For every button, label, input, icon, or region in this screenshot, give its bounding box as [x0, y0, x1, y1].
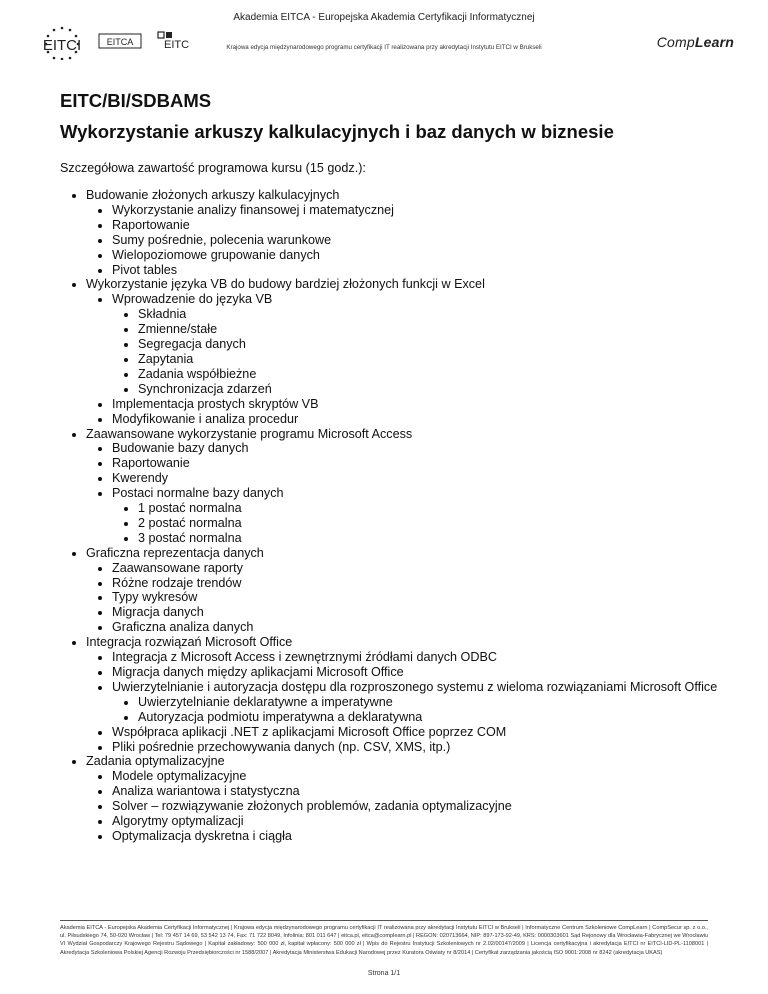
outline-item	[138, 337, 720, 352]
outline-item-label: Zadania optymalizacyjne	[86, 754, 225, 769]
outline-item	[138, 695, 720, 710]
outline-item	[112, 740, 720, 755]
outline-item	[138, 516, 720, 531]
outline-list	[112, 501, 720, 546]
outline-item-label: Wykorzystanie analizy finansowej i matematycznej	[112, 202, 394, 217]
outline-item	[86, 427, 720, 546]
outline-item-label: Zaawansowane raporty	[112, 560, 243, 575]
outline-item-label: Algorytmy optymalizacji	[112, 814, 244, 829]
outline-item	[112, 292, 720, 396]
outline-item	[138, 367, 720, 382]
outline-item-label: Raportowanie	[112, 217, 190, 232]
outline-item	[112, 263, 720, 278]
header-title: Akademia EITCA - Europejska Akademia Certyfikacji Informatycznej	[233, 12, 535, 23]
outline-item	[112, 650, 720, 665]
page-header	[0, 0, 768, 64]
outline-item-label: Uwierzytelnianie i autoryzacja dostępu dla rozproszonego systemu z wieloma rozwiązaniami Microsoft Office	[112, 679, 718, 694]
outline-item-label: Sumy pośrednie, polecenia warunkowe	[112, 232, 332, 247]
complearn-logo: CompLearn	[656, 34, 734, 50]
outline-list	[86, 203, 720, 278]
outline-item	[112, 471, 720, 486]
outline-item-label: Postaci normalne bazy danych	[112, 486, 284, 501]
course-intro: Szczegółowa zawartość programowa kursu (15 godz.):	[60, 161, 366, 175]
outline-item-label: Raportowanie	[112, 456, 190, 471]
outline-list	[86, 769, 720, 844]
outline-item	[112, 456, 720, 471]
outline-item	[86, 188, 720, 277]
outline-item	[112, 397, 720, 412]
outline-item	[112, 814, 720, 829]
outline-item-label: Współpraca aplikacji .NET z aplikacjami Microsoft Office poprzez COM	[112, 724, 507, 739]
outline-item	[112, 486, 720, 546]
outline-item-label: 3 postać normalna	[138, 530, 242, 545]
outline-item	[112, 769, 720, 784]
outline-item-label: Zapytania	[138, 351, 194, 366]
outline-item-label: Graficzna analiza danych	[112, 620, 254, 635]
outline-item	[112, 829, 720, 844]
course-code: EITC/BI/SDBAMS	[60, 90, 212, 111]
outline-item-label: Typy wykresów	[112, 590, 198, 605]
outline-item	[138, 382, 720, 397]
outline-item-label: Zadania współbieżne	[138, 366, 257, 381]
outline-item-label: Modele optymalizacyjne	[112, 769, 247, 784]
outline-item-label: 1 postać normalna	[138, 501, 242, 516]
course-title: Wykorzystanie arkuszy kalkulacyjnych i baz danych w biznesie	[60, 121, 614, 142]
outline-item	[112, 561, 720, 576]
outline-item-label: Uwierzytelnianie deklaratywne a imperatywne	[138, 694, 393, 709]
course-outline	[60, 188, 720, 844]
outline-item	[112, 680, 720, 725]
outline-item-label: Wprowadzenie do języka VB	[112, 292, 273, 307]
outline-item-label: Budowanie bazy danych	[112, 441, 249, 456]
outline-item-label: Pivot tables	[112, 262, 178, 277]
outline-item	[86, 635, 720, 754]
outline-list	[112, 695, 720, 725]
outline-item	[112, 784, 720, 799]
outline-item	[138, 710, 720, 725]
outline-item-label: Zaawansowane wykorzystanie programu Microsoft Access	[86, 426, 413, 441]
outline-item-label: Synchronizacja zdarzeń	[138, 381, 272, 396]
outline-item-label: Wykorzystanie języka VB do budowy bardziej złożonych funkcji w Excel	[86, 277, 485, 292]
svg-text:EITCI: EITCI	[42, 37, 82, 54]
outline-item	[112, 590, 720, 605]
footer-text: Akademia EITCA - Europejska Akademia Certyfikacji Informatycznej | Krajowa edycja międzynarodowego programu certyfikacji IT realizowana przy akredytacji Instytutu EITCI w Brukseli | Informatyczne Centrum Szkoleniowe CompLearn | CompSecur sp. z o.o., ul. Piłsudskiego 74, 50-020 Wrocław | Tel: 79 457 14 69, 53 542 13 74, Fax: 71 722 8049, Infolinia: 801 011 647 | eitca.pl, eitca@complearn.pl | REGON: 020713664, NIP: 897-173-92-49, KRS: 0000303601 Sąd Rejonowy dla Wrocławia-Fabrycznej we Wrocławiu VI Wydział Gospodarczy Krajowego Rejestru Sądowego | Kapitał zakładowy: 500 000 zł, kapitał wpłacony: 500 000 zł | Wpis do Rejestru Instytucji Szkoleniowych nr 2.02/00147/2009 | Licencja certyfikacyjna i akredytacja EITCI nr EITCI-LID-PL-1108001 | Akredytacja Szkoleniowa Polskiej Agencji Rozwoju Przedsiębiorczości nr 1588/2007 | Akredytacja Ministerstwa Edukacji Narodowej przez Kuratora Oświaty nr 8/2014 | Certyfikat zarządzania jakością ISO 9001:2008 nr 8242 (akredytacja UKAS)	[60, 920, 708, 957]
outline-item-label: Solver – rozwiązywanie złożonych problemów, zadania optymalizacyjne	[112, 799, 512, 814]
outline-item-label: 2 postać normalna	[138, 515, 242, 530]
outline-item-label: Graficzna reprezentacja danych	[86, 545, 264, 560]
outline-item-label: Optymalizacja dyskretna i ciągła	[112, 828, 292, 843]
svg-text:EITCA: EITCA	[106, 37, 134, 47]
outline-list	[60, 188, 720, 844]
outline-item-label: Modyfikowanie i analiza procedur	[112, 411, 299, 426]
outline-item-label: Migracja danych	[112, 605, 204, 620]
outline-item-label: Migracja danych między aplikacjami Microsoft Office	[112, 665, 404, 679]
outline-list	[86, 292, 720, 426]
outline-item	[112, 441, 720, 456]
outline-item	[112, 203, 720, 218]
outline-item	[86, 277, 720, 426]
outline-item-label: Pliki pośrednie przechowywania danych (np. CSV, XMS, itp.)	[112, 739, 451, 754]
outline-item-label: Analiza wariantowa i statystyczna	[112, 784, 300, 799]
outline-item	[112, 799, 720, 814]
outline-item-label: Wielopoziomowe grupowanie danych	[112, 247, 320, 262]
outline-item	[112, 218, 720, 233]
outline-list	[86, 561, 720, 636]
outline-list	[86, 441, 720, 545]
outline-item-label: Składnia	[138, 307, 187, 322]
eitci-logo	[34, 26, 90, 60]
outline-item	[112, 665, 720, 680]
outline-item	[112, 248, 720, 263]
outline-item	[138, 531, 720, 546]
outline-item-label: Budowanie złożonych arkuszy kalkulacyjnych	[86, 188, 340, 202]
outline-item-label: Różne rodzaje trendów	[112, 575, 242, 590]
outline-item-label: Segregacja danych	[138, 337, 246, 352]
outline-item-label: Kwerendy	[112, 471, 169, 486]
outline-item	[138, 501, 720, 516]
outline-item	[112, 412, 720, 427]
outline-item-label: Integracja z Microsoft Access i zewnętrznymi źródłami danych ODBC	[112, 650, 497, 665]
outline-item-label: Autoryzacja podmiotu imperatywna a deklaratywna	[138, 709, 423, 724]
outline-item	[112, 725, 720, 740]
outline-item	[112, 620, 720, 635]
outline-item	[138, 307, 720, 322]
outline-list	[112, 307, 720, 396]
outline-list	[86, 650, 720, 754]
page-number: Strona 1/1	[367, 970, 401, 977]
svg-text:EITC: EITC	[164, 39, 190, 51]
outline-item-label: Implementacja prostych skryptów VB	[112, 396, 319, 411]
header-subtitle: Krajowa edycja międzynarodowego programu certyfikacji IT realizowana przy akredytacji Instytutu EITCI w Brukseli	[226, 44, 542, 51]
outline-item-label: Zmienne/stałe	[138, 322, 218, 337]
outline-item	[112, 233, 720, 248]
outline-item	[86, 546, 720, 635]
outline-item	[138, 352, 720, 367]
outline-item	[112, 605, 720, 620]
outline-item	[86, 754, 720, 843]
outline-item-label: Integracja rozwiązań Microsoft Office	[86, 635, 293, 650]
outline-item	[138, 322, 720, 337]
outline-item	[112, 576, 720, 591]
